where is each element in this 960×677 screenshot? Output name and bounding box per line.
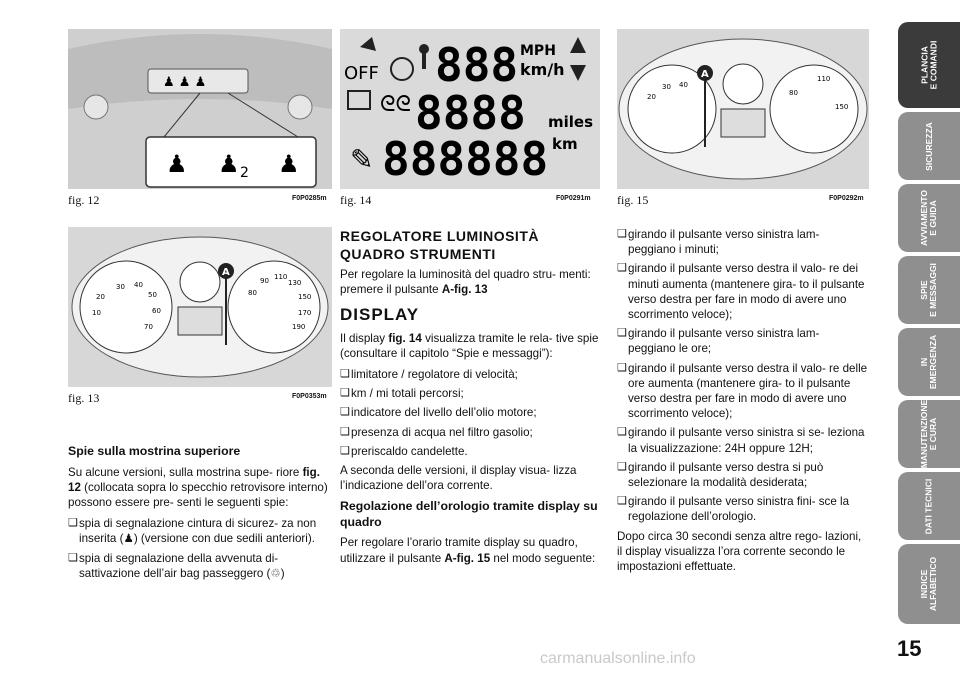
checkbox-bullet-icon: ❑ <box>68 551 78 564</box>
svg-text:110: 110 <box>817 75 831 83</box>
display-unit-miles: miles <box>548 113 594 131</box>
checkbox-bullet-icon: ❑ <box>617 361 627 374</box>
tab-sicurezza[interactable]: SICUREZZA <box>898 112 960 180</box>
left-intro: Su alcune versioni, sulla mostrina supe- riore fig. 12 (collocata sopra lo specchio retrovisore interno) possono essere pre- senti le seguenti spie: <box>68 465 328 509</box>
tab-plancia-e-comandi[interactable]: PLANCIA E COMANDI <box>898 22 960 108</box>
display-illustration <box>340 29 600 189</box>
left-heading: Spie sulla mostrina superiore <box>68 444 241 458</box>
figure-13-label-a: A <box>222 267 230 278</box>
svg-text:40: 40 <box>134 281 143 289</box>
svg-text:80: 80 <box>789 89 798 97</box>
figure-15-code: F0P0292m <box>829 195 864 202</box>
checkbox-bullet-icon: ❑ <box>68 517 78 530</box>
figure-13-caption: fig. 13 <box>68 391 100 405</box>
list-item: ❑ limitatore / regolatore di velocità; <box>340 368 518 382</box>
instrument-panel-illustration-13 <box>68 227 332 387</box>
list-item: ❑ spia di segnalazione cintura di sicurez- za non inserita (♟) (versione con due sedili anteriori). <box>68 517 317 546</box>
figure-12-caption: fig. 12 <box>68 193 100 207</box>
checkbox-bullet-icon: ❑ <box>340 425 350 438</box>
checkbox-bullet-icon: ❑ <box>340 368 350 381</box>
svg-text:ᘓᘓ: ᘓᘓ <box>380 92 411 117</box>
right-column <box>617 227 869 580</box>
svg-text:130: 130 <box>288 279 302 287</box>
list-item: ❑ girando il pulsante verso sinistra lam- peggiano i minuti; <box>617 228 820 257</box>
heading-clock: Regolazione dell’orologio tramite display su quadro <box>340 499 598 529</box>
display-row-3: 888888 <box>382 132 549 186</box>
checkbox-bullet-icon: ❑ <box>340 387 350 400</box>
figure-12-image <box>68 29 332 189</box>
svg-text:70: 70 <box>144 323 153 331</box>
tab-avviamento-e-guida[interactable]: AVVIAMENTO E GUIDA <box>898 184 960 252</box>
checkbox-bullet-icon: ❑ <box>617 426 627 439</box>
svg-text:♟ ♟ ♟: ♟ ♟ ♟ <box>163 75 207 90</box>
list-item: ❑ presenza di acqua nel filtro gasolio; <box>340 425 533 439</box>
brightness-paragraph: Per regolare la luminosità del quadro stru- menti: premere il pulsante A-fig. 13 <box>340 268 591 297</box>
display-unit-kmh: km/h <box>520 60 565 79</box>
watermark: carmanualsonline.info <box>540 650 696 667</box>
figure-15-label-a: A <box>701 69 709 80</box>
list-item: ❑ girando il pulsante verso sinistra lam- peggiano le ore; <box>617 327 820 356</box>
checkbox-bullet-icon: ❑ <box>340 406 350 419</box>
display-unit-km: km <box>552 135 578 153</box>
figure-15-caption: fig. 15 <box>617 193 649 207</box>
heading-display: DISPLAY <box>340 305 420 325</box>
svg-text:150: 150 <box>835 103 849 111</box>
list-item: ❑ girando il pulsante verso sinistra fini- sce la regolazione dell’orologio. <box>617 495 850 524</box>
tab-dati-tecnici[interactable]: DATI TECNICI <box>898 472 960 540</box>
versions-paragraph: A seconda delle versioni, il display visua- lizza l’indicazione dell’ora corrente. <box>340 464 577 493</box>
middle-column <box>340 227 600 572</box>
display-off-label: OFF <box>344 63 379 84</box>
svg-text:10: 10 <box>92 309 101 317</box>
svg-text:110: 110 <box>274 273 288 281</box>
svg-text:60: 60 <box>152 307 161 315</box>
figure-13-code: F0P0353m <box>292 393 327 400</box>
svg-text:30: 30 <box>662 83 671 91</box>
checkbox-bullet-icon: ❑ <box>617 327 627 340</box>
checkbox-bullet-icon: ❑ <box>617 460 627 473</box>
figure-15-image <box>617 29 869 189</box>
display-paragraph: Il display fig. 14 visualizza tramite le rela- tive spie (consultare il capitolo “Spie e messaggi”): <box>340 331 599 360</box>
list-item: ❑ indicatore del livello dell’olio motore; <box>340 406 537 420</box>
svg-text:20: 20 <box>96 293 105 301</box>
checkbox-bullet-icon: ❑ <box>340 444 350 457</box>
list-item: ❑ girando il pulsante verso sinistra si se- leziona la visualizzazione: 24H oppure 12H; <box>617 426 865 455</box>
checkbox-bullet-icon: ❑ <box>617 495 627 508</box>
svg-text:190: 190 <box>292 323 306 331</box>
svg-text:2: 2 <box>240 165 249 181</box>
clock-paragraph: Per regolare l’orario tramite display su quadro, utilizzare il pulsante A-fig. 15 nel modo seguente: <box>340 536 596 565</box>
list-item: ❑ spia di segnalazione della avvenuta di- sattivazione dell’air bag passeggero (♲) <box>68 551 285 580</box>
tab-spie-e-messaggi[interactable]: SPIE E MESSAGGI <box>898 256 960 324</box>
page-number: 15 <box>897 636 922 661</box>
figure-14-code: F0P0291m <box>556 195 591 202</box>
figure-13-image <box>68 227 332 387</box>
svg-text:30: 30 <box>116 283 125 291</box>
heading-brightness: REGOLATORE LUMINOSITÀ QUADRO STRUMENTI <box>340 228 539 262</box>
figure-14-caption: fig. 14 <box>340 193 372 207</box>
svg-text:90: 90 <box>260 277 269 285</box>
checkbox-bullet-icon: ❑ <box>617 262 627 275</box>
checkbox-bullet-icon: ❑ <box>617 228 627 240</box>
list-item: ❑ km / mi totali percorsi; <box>340 387 464 401</box>
tab-indice-alfabetico[interactable]: INDICE ALFABETICO <box>898 544 960 624</box>
overhead-console-illustration <box>68 29 332 189</box>
figure-12-code: F0P0285m <box>292 195 327 202</box>
left-column <box>68 444 332 585</box>
figure-14-image <box>340 29 600 189</box>
list-item: ❑ girando il pulsante verso destra si può selezionare la modalità desiderata; <box>617 460 824 490</box>
svg-text:80: 80 <box>248 289 257 297</box>
tab-manutenzione-e-cura[interactable]: MANUTENZIONE E CURA <box>898 400 960 468</box>
display-row-2: 8888 <box>415 86 526 140</box>
display-unit-mph: MPH <box>520 43 556 59</box>
instrument-panel-illustration-15 <box>617 29 869 189</box>
list-item: ❑ preriscaldo candelette. <box>340 444 468 458</box>
final-paragraph: Dopo circa 30 secondi senza altre rego- lazioni, il display visualizza l’ora corrente secondo le impostazioni effettuate. <box>617 529 862 574</box>
svg-text:♟: ♟ <box>166 150 188 178</box>
svg-text:✎: ✎ <box>350 143 374 176</box>
svg-text:♟: ♟ <box>278 150 300 178</box>
display-row-1: 888 <box>435 38 519 92</box>
svg-text:170: 170 <box>298 309 312 317</box>
svg-text:♟: ♟ <box>218 150 240 178</box>
svg-text:150: 150 <box>298 293 312 301</box>
list-item: ❑ girando il pulsante verso destra il valo- re delle ore aumenta (mantenere gira- to il pulsante verso destra per fare in modo di avere uno scorrimento veloce); <box>617 361 868 421</box>
tab-in-emergenza[interactable]: IN EMERGENZA <box>898 328 960 396</box>
svg-text:40: 40 <box>679 81 688 89</box>
list-item: ❑ girando il pulsante verso destra il valo- re dei minuti aumenta (mantenere gira- to il pulsante verso destra per fare in modo di avere uno scorrimento veloce); <box>617 262 865 322</box>
svg-text:50: 50 <box>148 291 157 299</box>
svg-text:20: 20 <box>647 93 656 101</box>
